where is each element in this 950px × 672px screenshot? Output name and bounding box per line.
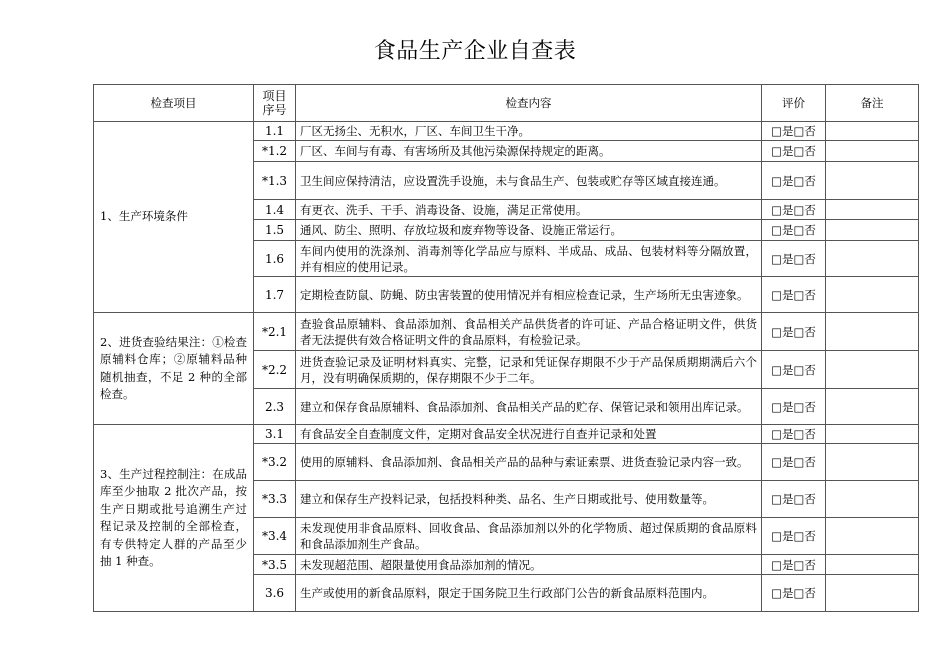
rating-yes-no-checkbox[interactable]: □是□否 bbox=[771, 251, 816, 266]
rating-cell[interactable] bbox=[762, 200, 826, 220]
category-cell: 3、生产过程控制注：在成品库至少抽取 2 批次产品，按生产日期或批号追溯生产过程记录及控制的全部检查，有专供特定人群的产品至少抽 1 种查。 bbox=[94, 425, 254, 612]
header-note: 备注 bbox=[826, 85, 919, 122]
rating-yes-no-checkbox[interactable]: □是□否 bbox=[771, 455, 816, 469]
rating-cell[interactable] bbox=[762, 220, 826, 241]
note-cell[interactable] bbox=[826, 200, 919, 220]
item-content: 进货查验记录及证明材料真实、完整，记录和凭证保存期限不少于产品保质期期满后六个月，没有明确保质期的，保存期限不少于二年。 bbox=[296, 351, 762, 389]
item-seq: 1.7 bbox=[254, 277, 296, 313]
rating-cell[interactable] bbox=[762, 277, 826, 313]
rating-yes-no-checkbox[interactable]: □是□否 bbox=[771, 124, 816, 138]
table-row bbox=[94, 122, 919, 141]
item-seq: *3.5 bbox=[254, 555, 296, 575]
rating-cell[interactable] bbox=[762, 241, 826, 277]
rating-yes-no-checkbox[interactable]: □是□否 bbox=[771, 324, 816, 339]
item-seq: *2.1 bbox=[254, 313, 296, 351]
rating-cell[interactable] bbox=[762, 351, 826, 389]
note-cell[interactable] bbox=[826, 389, 919, 425]
rating-yes-no-checkbox[interactable]: □是□否 bbox=[771, 557, 816, 572]
item-seq: 3.6 bbox=[254, 575, 296, 612]
rating-cell[interactable] bbox=[762, 555, 826, 575]
self-check-table bbox=[93, 84, 919, 612]
header-seq bbox=[254, 85, 296, 122]
header-seq-line1: 项目 bbox=[262, 89, 287, 103]
note-cell[interactable] bbox=[826, 220, 919, 241]
table-row bbox=[94, 425, 919, 444]
item-content: 有食品安全自查制度文件，定期对食品安全状况进行自查并记录和处置 bbox=[296, 425, 762, 444]
rating-cell[interactable] bbox=[762, 389, 826, 425]
note-cell[interactable] bbox=[826, 122, 919, 141]
item-content: 建立和保存生产投料记录，包括投料种类、品名、生产日期或批号、使用数量等。 bbox=[296, 481, 762, 518]
item-content: 厂区、车间与有毒、有害场所及其他污染源保持规定的距离。 bbox=[296, 141, 762, 162]
item-content: 建立和保存食品原辅料、食品添加剂、食品相关产品的贮存、保管记录和领用出库记录。 bbox=[296, 389, 762, 425]
item-seq: *3.3 bbox=[254, 481, 296, 518]
page-title: 食品生产企业自查表 bbox=[373, 39, 577, 64]
item-content: 厂区无扬尘、无积水，厂区、车间卫生干净。 bbox=[296, 122, 762, 141]
rating-cell[interactable] bbox=[762, 425, 826, 444]
item-content: 卫生间应保持清洁，应设置洗手设施，未与食品生产、包装或贮存等区域直接连通。 bbox=[296, 162, 762, 200]
note-cell[interactable] bbox=[826, 141, 919, 162]
item-seq: *3.4 bbox=[254, 518, 296, 555]
item-seq: 1.5 bbox=[254, 220, 296, 241]
rating-yes-no-checkbox[interactable]: □是□否 bbox=[771, 529, 816, 543]
category-cell: 2、进货查验结果注：①检查原辅料仓库；②原辅料品种随机抽查，不足 2 种的全部检查。 bbox=[94, 313, 254, 425]
note-cell[interactable] bbox=[826, 575, 919, 612]
note-cell[interactable] bbox=[826, 277, 919, 313]
rating-yes-no-checkbox[interactable]: □是□否 bbox=[771, 202, 816, 217]
rating-yes-no-checkbox[interactable]: □是□否 bbox=[771, 399, 816, 414]
item-seq: *3.2 bbox=[254, 444, 296, 481]
item-seq: 3.1 bbox=[254, 425, 296, 444]
item-seq: 1.4 bbox=[254, 200, 296, 220]
rating-cell[interactable] bbox=[762, 518, 826, 555]
item-content: 车间内使用的洗涤剂、消毒剂等化学品应与原料、半成品、成品、包装材料等分隔放置，并有相应的使用记录。 bbox=[296, 241, 762, 277]
rating-cell[interactable] bbox=[762, 122, 826, 141]
rating-yes-no-checkbox[interactable]: □是□否 bbox=[771, 362, 816, 377]
header-content: 检查内容 bbox=[296, 85, 762, 122]
rating-cell[interactable] bbox=[762, 481, 826, 518]
note-cell[interactable] bbox=[826, 444, 919, 481]
category-cell: 1、生产环境条件 bbox=[94, 122, 254, 313]
rating-cell[interactable] bbox=[762, 162, 826, 200]
note-cell[interactable] bbox=[826, 425, 919, 444]
item-seq: *1.3 bbox=[254, 162, 296, 200]
item-seq: *2.2 bbox=[254, 351, 296, 389]
item-content: 未发现超范围、超限量使用食品添加剂的情况。 bbox=[296, 555, 762, 575]
note-cell[interactable] bbox=[826, 313, 919, 351]
note-cell[interactable] bbox=[826, 555, 919, 575]
rating-cell[interactable] bbox=[762, 444, 826, 481]
rating-cell[interactable] bbox=[762, 141, 826, 162]
note-cell[interactable] bbox=[826, 162, 919, 200]
item-seq: *1.2 bbox=[254, 141, 296, 162]
item-content: 查验食品原辅料、食品添加剂、食品相关产品供货者的许可证、产品合格证明文件，供货者无法提供有效合格证明文件的食品原料，有检验记录。 bbox=[296, 313, 762, 351]
rating-yes-no-checkbox[interactable]: □是□否 bbox=[771, 427, 816, 441]
rating-yes-no-checkbox[interactable]: □是□否 bbox=[771, 586, 816, 600]
item-seq: 1.1 bbox=[254, 122, 296, 141]
rating-yes-no-checkbox[interactable]: □是□否 bbox=[771, 144, 816, 158]
item-seq: 1.6 bbox=[254, 241, 296, 277]
rating-cell[interactable] bbox=[762, 575, 826, 612]
item-seq: 2.3 bbox=[254, 389, 296, 425]
rating-cell[interactable] bbox=[762, 313, 826, 351]
item-content: 定期检查防鼠、防蝇、防虫害装置的使用情况并有相应检查记录，生产场所无虫害迹象。 bbox=[296, 277, 762, 313]
note-cell[interactable] bbox=[826, 518, 919, 555]
item-content: 生产或使用的新食品原料，限定于国务院卫生行政部门公告的新食品原料范围内。 bbox=[296, 575, 762, 612]
item-content: 使用的原辅料、食品添加剂、食品相关产品的品种与索证索票、进货查验记录内容一致。 bbox=[296, 444, 762, 481]
header-row bbox=[94, 85, 919, 122]
note-cell[interactable] bbox=[826, 481, 919, 518]
item-content: 有更衣、洗手、干手、消毒设备、设施，满足正常使用。 bbox=[296, 200, 762, 220]
table-row bbox=[94, 313, 919, 351]
rating-yes-no-checkbox[interactable]: □是□否 bbox=[771, 492, 816, 506]
header-rating: 评价 bbox=[762, 85, 826, 122]
rating-yes-no-checkbox[interactable]: □是□否 bbox=[771, 287, 816, 302]
item-content: 未发现使用非食品原料、回收食品、食品添加剂以外的化学物质、超过保质期的食品原料和食品添加剂生产食品。 bbox=[296, 518, 762, 555]
note-cell[interactable] bbox=[826, 351, 919, 389]
rating-yes-no-checkbox[interactable]: □是□否 bbox=[771, 173, 816, 188]
rating-yes-no-checkbox[interactable]: □是□否 bbox=[771, 223, 816, 237]
header-category: 检查项目 bbox=[94, 85, 254, 122]
note-cell[interactable] bbox=[826, 241, 919, 277]
header-seq-line2: 序号 bbox=[262, 103, 287, 117]
item-content: 通风、防尘、照明、存放垃圾和废弃物等设备、设施正常运行。 bbox=[296, 220, 762, 241]
